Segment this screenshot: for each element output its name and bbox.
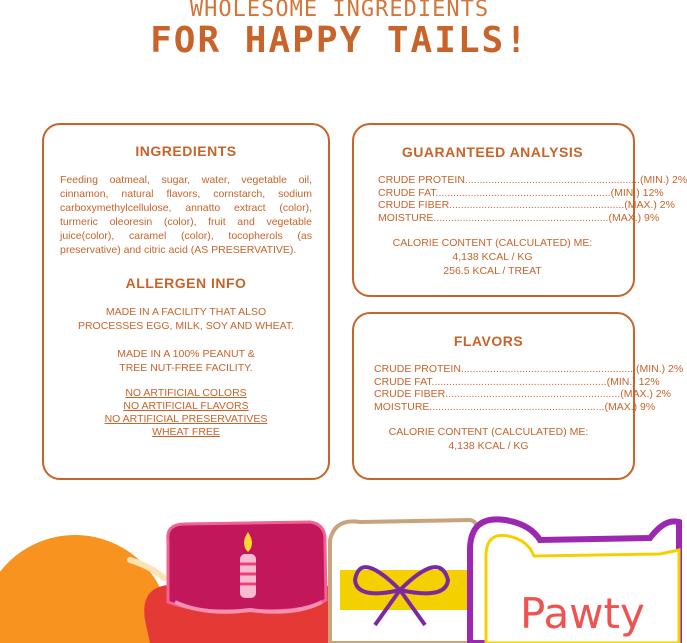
analysis-row-value: (MAX.) 2%	[624, 199, 675, 211]
analysis-row-label: CRUDE PROTEIN............................................................	[378, 174, 640, 186]
analysis-calorie-kg: 4,138 KCAL / KG	[452, 251, 533, 263]
flavors-title: FLAVORS	[453, 333, 524, 349]
flavors-row-label: MOISTURE............................................................	[374, 400, 605, 413]
flavors-calorie-kg: 4,138 KCAL / KG	[448, 440, 529, 452]
flavors-row	[374, 363, 684, 376]
bone-cookie	[470, 519, 679, 643]
analysis-row	[378, 211, 660, 225]
flavors-table	[374, 363, 684, 413]
ingredients-title: INGREDIENTS	[135, 143, 237, 159]
orange-cookie	[0, 535, 170, 643]
ingredients-card	[42, 123, 330, 480]
analysis-row	[378, 174, 687, 187]
cookie-photo	[0, 510, 679, 643]
flavors-row-label: CRUDE PROTEIN............................................................	[374, 363, 636, 375]
flavors-row-value: (MIN.) 2%	[635, 363, 684, 375]
claims-list	[60, 387, 312, 439]
flavors-row	[374, 388, 671, 401]
analysis-table	[378, 174, 687, 224]
analysis-row-value: (MIN.) 12%	[610, 186, 664, 199]
analysis-calorie-treat: 256.5 KCAL / TREAT	[443, 265, 542, 277]
allergen-peanut-text: MADE IN A 100% PEANUT & TREE NUT-FREE FACILITY.	[117, 348, 255, 374]
cake-cookie	[144, 522, 331, 643]
cookie-pawty-text: Pawty	[520, 589, 645, 638]
analysis-title: GUARANTEED ANALYSIS	[401, 144, 584, 160]
analysis-row	[378, 186, 664, 200]
flavors-row-value: (MAX.) 9%	[604, 400, 656, 413]
gift-cookie	[330, 520, 479, 643]
flavors-row	[374, 375, 660, 389]
claim-no-artificial-flavors[interactable]: NO ARTIFICIAL FLAVORS	[123, 400, 249, 412]
flavors-calorie-label: CALORIE CONTENT (CALCULATED) ME:	[388, 426, 589, 438]
analysis-row-label: CRUDE FIBER............................................................	[378, 199, 625, 211]
flavors-card	[352, 312, 684, 480]
flavors-row-value: (MAX.) 2%	[620, 388, 671, 400]
allergen-title: ALLERGEN INFO	[125, 275, 247, 291]
analysis-calorie-label: CALORIE CONTENT (CALCULATED) ME:	[392, 237, 593, 249]
headline-subtitle: WHOLESOME INGREDIENTS	[189, 0, 490, 22]
ingredients-text: Feeding oatmeal, sugar, water, vegetable oil, cinnamon, natural flavors, cornstarch, sodium carboxymethylcellulose, annatto extract (color), turmeric oleoresin (color), fruit and vegetable juice(color), caramel (color), tocopherols (as preservative) and citric acid (AS PRESERVATIVE).	[60, 174, 312, 256]
claim-no-artificial-preservatives[interactable]: NO ARTIFICIAL PRESERVATIVES	[104, 413, 268, 425]
claim-no-artificial-colors[interactable]: NO ARTIFICIAL COLORS	[125, 387, 247, 399]
headline-title: FOR HAPPY TAILS!	[150, 20, 529, 61]
flavors-row	[374, 400, 656, 414]
analysis-row-label: MOISTURE............................................................	[378, 211, 609, 224]
analysis-row-value: (MIN.) 2%	[639, 174, 687, 186]
analysis-row-value: (MAX.) 9%	[608, 211, 660, 224]
claim-wheat-free[interactable]: WHEAT FREE	[152, 426, 220, 438]
allergen-facility-text: MADE IN A FACILITY THAT ALSO PROCESSES EGG, MILK, SOY AND WHEAT.	[77, 306, 295, 332]
analysis-row-label: CRUDE FAT............................................................	[378, 186, 611, 199]
analysis-card	[352, 123, 687, 297]
flavors-row-label: CRUDE FIBER............................................................	[374, 388, 621, 400]
flavors-row-value: (MIN.) 12%	[606, 375, 660, 388]
analysis-row	[378, 199, 675, 212]
flavors-row-label: CRUDE FAT............................................................	[374, 375, 607, 388]
